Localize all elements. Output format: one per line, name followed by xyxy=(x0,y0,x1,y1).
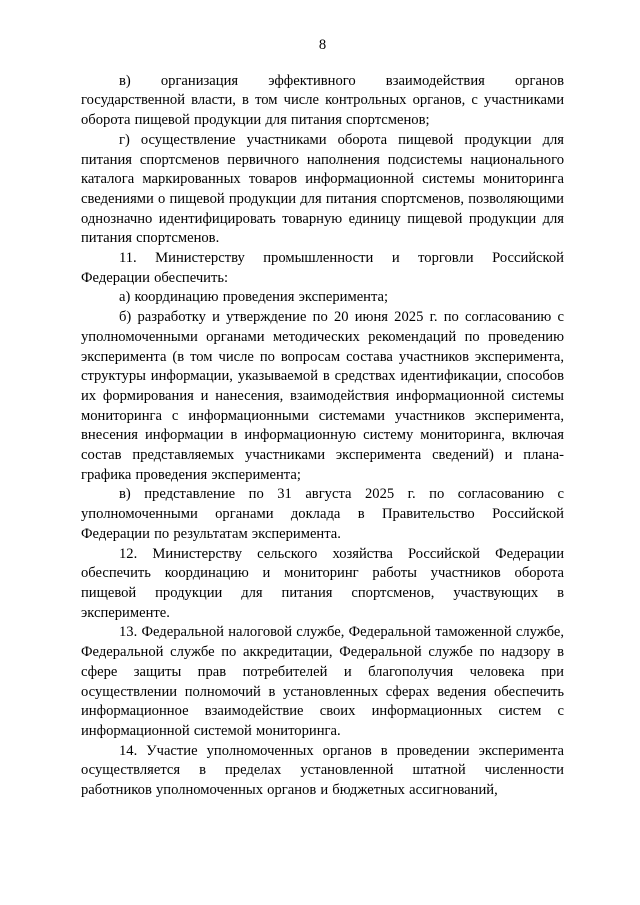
paragraph: а) координацию проведения эксперимента; xyxy=(119,289,389,306)
paragraph: 11. Министерству промышленности и торговли Российской Федерации обеспечить: xyxy=(81,250,564,286)
paragraph: в) представление по 31 августа 2025 г. по согласованию с уполномоченными органами доклада в Правительство Российской Федерации по результатам эксперимента. xyxy=(81,486,564,542)
paragraph: 12. Министерству сельского хозяйства Российской Федерации обеспечить координацию и мониторинг работы участников оборота пищевой продукции для питания спортсменов, участвующих в эксперименте. xyxy=(81,545,564,621)
paragraph: в) организация эффективного взаимодействия органов государственной власти, в том числе контрольных органов, с участниками оборота пищевой продукции для питания спортсменов; xyxy=(81,72,564,129)
paragraph: б) разработку и утверждение по 20 июня 2025 г. по согласованию с уполномоченными органами методических рекомендаций по проведению эксперимента (в том числе по вопросам состава участников эксперимента, структуры информации, указываемой в средствах идентификации, способов их формирования и нанесения, взаимодействия информационной системы мониторинга с информационными системами участников эксперимента, внесения информации в информационную систему мониторинга, включая состав представляемых участниками эксперимента сведений) и плана-графика проведения эксперимента; xyxy=(81,309,564,483)
paragraph: г) осуществление участниками оборота пищевой продукции для питания спортсменов первичного наполнения подсистемы национального каталога маркированных товаров информационной системы мониторинга сведениями о пищевой продукции для питания спортсменов, позволяющими однозначно идентифицировать товарную единицу пищевой продукции для питания спортсменов. xyxy=(81,131,564,247)
paragraph: 13. Федеральной налоговой службе, Федеральной таможенной службе, Федеральной службе по аккредитации, Федеральной службе по надзору в сфере защиты прав потребителей и благополучия человека при осуществлении полномочий в установленных сферах ведения обеспечить информационное взаимодействие своих информационных систем с информационной системой мониторинга. xyxy=(81,624,564,739)
paragraph: 14. Участие уполномоченных органов в проведении эксперимента осуществляется в пределах установленной штатной численности работников уполномоченных органов и бюджетных ассигнований, xyxy=(81,742,564,799)
document-body xyxy=(81,72,564,801)
page-number: 8 xyxy=(318,37,327,53)
